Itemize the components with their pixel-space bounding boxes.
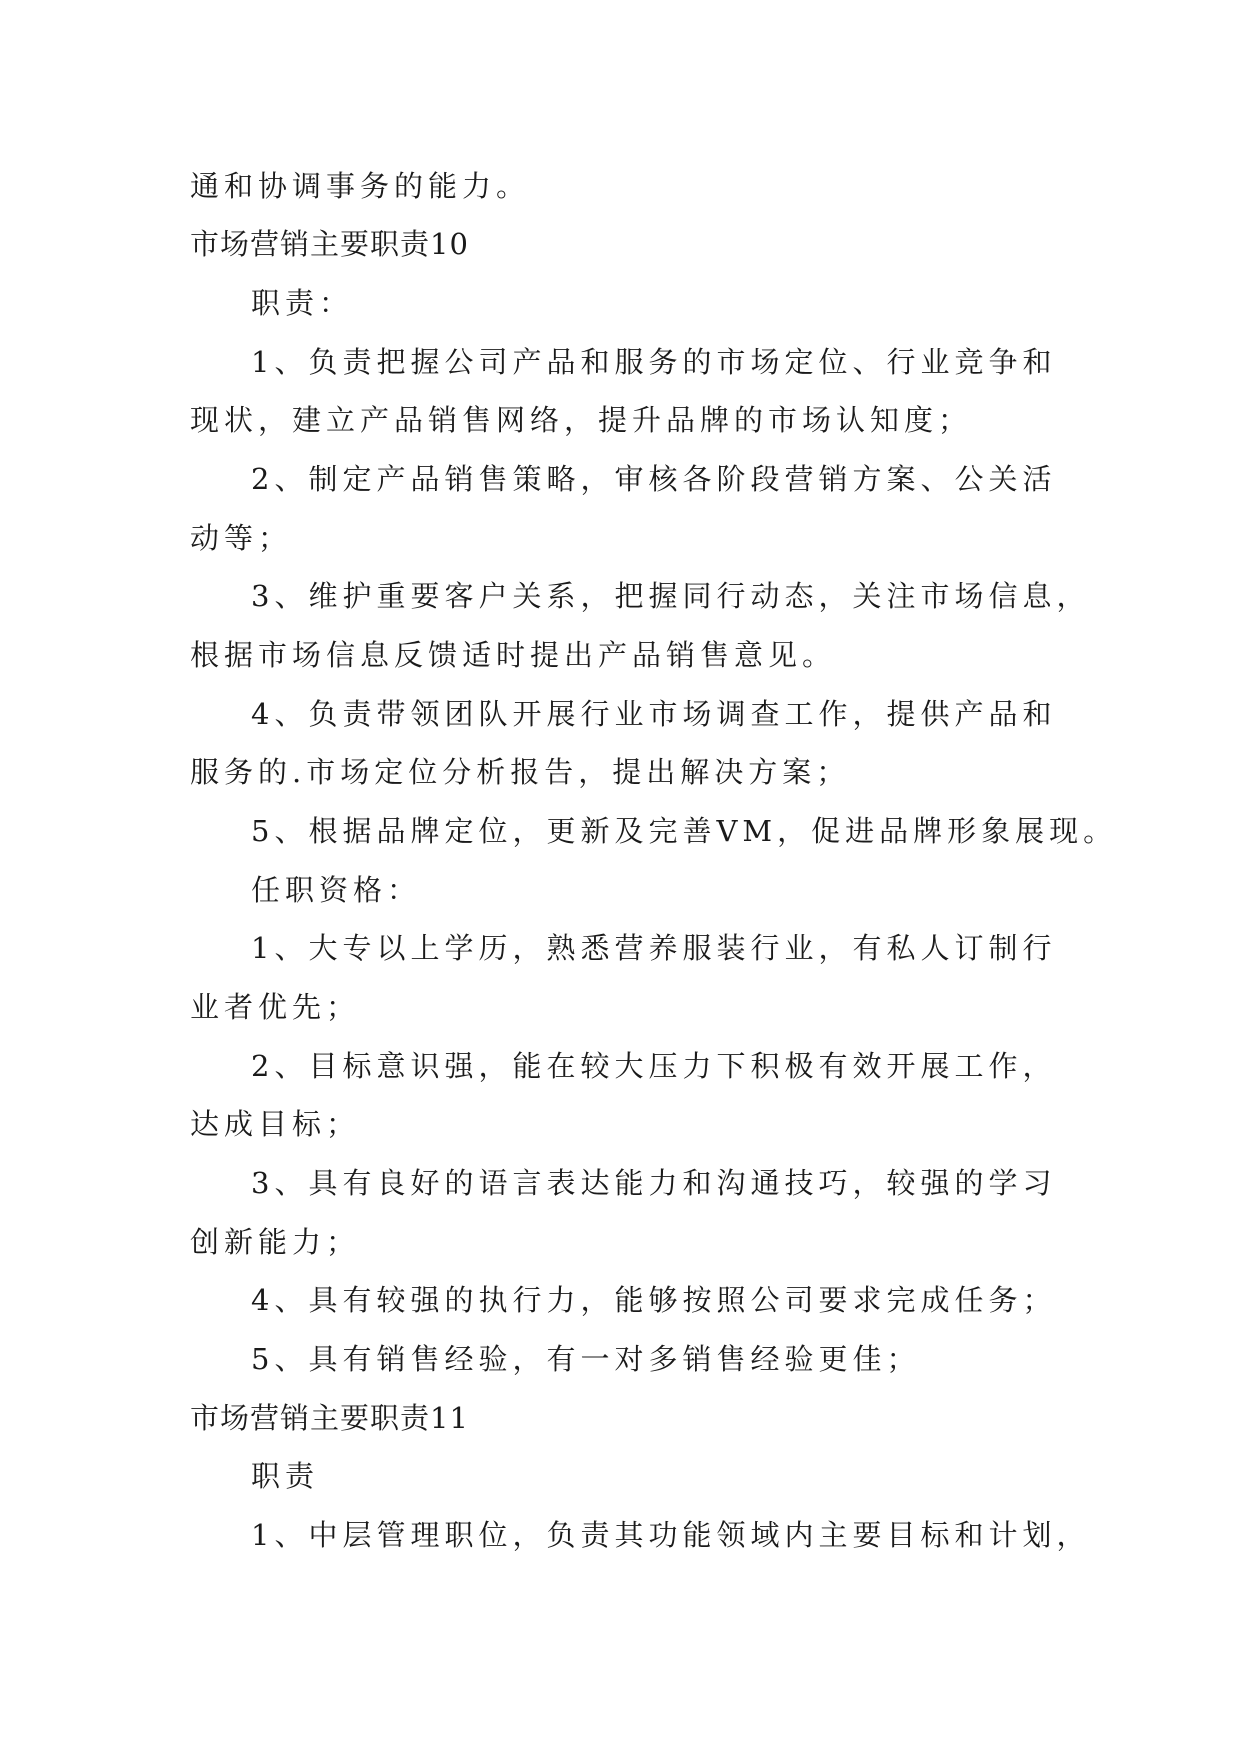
text-line: 4、负责带领团队开展行业市场调查工作，提供产品和	[251, 697, 1057, 731]
section-heading: 市场营销主要职责11	[190, 1401, 469, 1435]
text-line: 1、中层管理职位，负责其功能领域内主要目标和计划，	[251, 1518, 1091, 1552]
text-line: 1、大专以上学历，熟悉营养服装行业，有私人订制行	[251, 931, 1057, 965]
text-line: 3、维护重要客户关系，把握同行动态，关注市场信息，	[251, 579, 1091, 613]
text-line: 动等；	[190, 521, 293, 555]
text-line: 达成目标；	[190, 1107, 361, 1141]
text-line: 创新能力；	[190, 1225, 361, 1259]
text-line: 5、根据品牌定位，更新及完善VM，促进品牌形象展现。	[251, 814, 1118, 848]
text-line: 服务的.市场定位分析报告，提出解决方案；	[190, 755, 851, 789]
text-line: 根据市场信息反馈适时提出产品销售意见。	[190, 638, 837, 672]
text-line: 1、负责把握公司产品和服务的市场定位、行业竞争和	[251, 345, 1057, 379]
text-line: 现状，建立产品销售网络，提升品牌的市场认知度；	[190, 403, 973, 437]
text-line: 4、具有较强的执行力，能够按照公司要求完成任务；	[251, 1283, 1057, 1317]
subheading-duties: 职责	[251, 1459, 320, 1493]
text-line: 3、具有良好的语言表达能力和沟通技巧，较强的学习	[251, 1166, 1057, 1200]
text-line: 2、制定产品销售策略，审核各阶段营销方案、公关活	[251, 462, 1057, 496]
subheading-duties: 职责：	[251, 286, 354, 320]
subheading-qualifications: 任职资格：	[251, 873, 422, 907]
text-line: 通和协调事务的能力。	[190, 169, 531, 203]
text-line: 2、目标意识强，能在较大压力下积极有效开展工作，	[251, 1049, 1057, 1083]
text-line: 5、具有销售经验，有一对多销售经验更佳；	[251, 1342, 921, 1376]
section-heading: 市场营销主要职责10	[190, 227, 469, 261]
text-line: 业者优先；	[190, 990, 361, 1024]
